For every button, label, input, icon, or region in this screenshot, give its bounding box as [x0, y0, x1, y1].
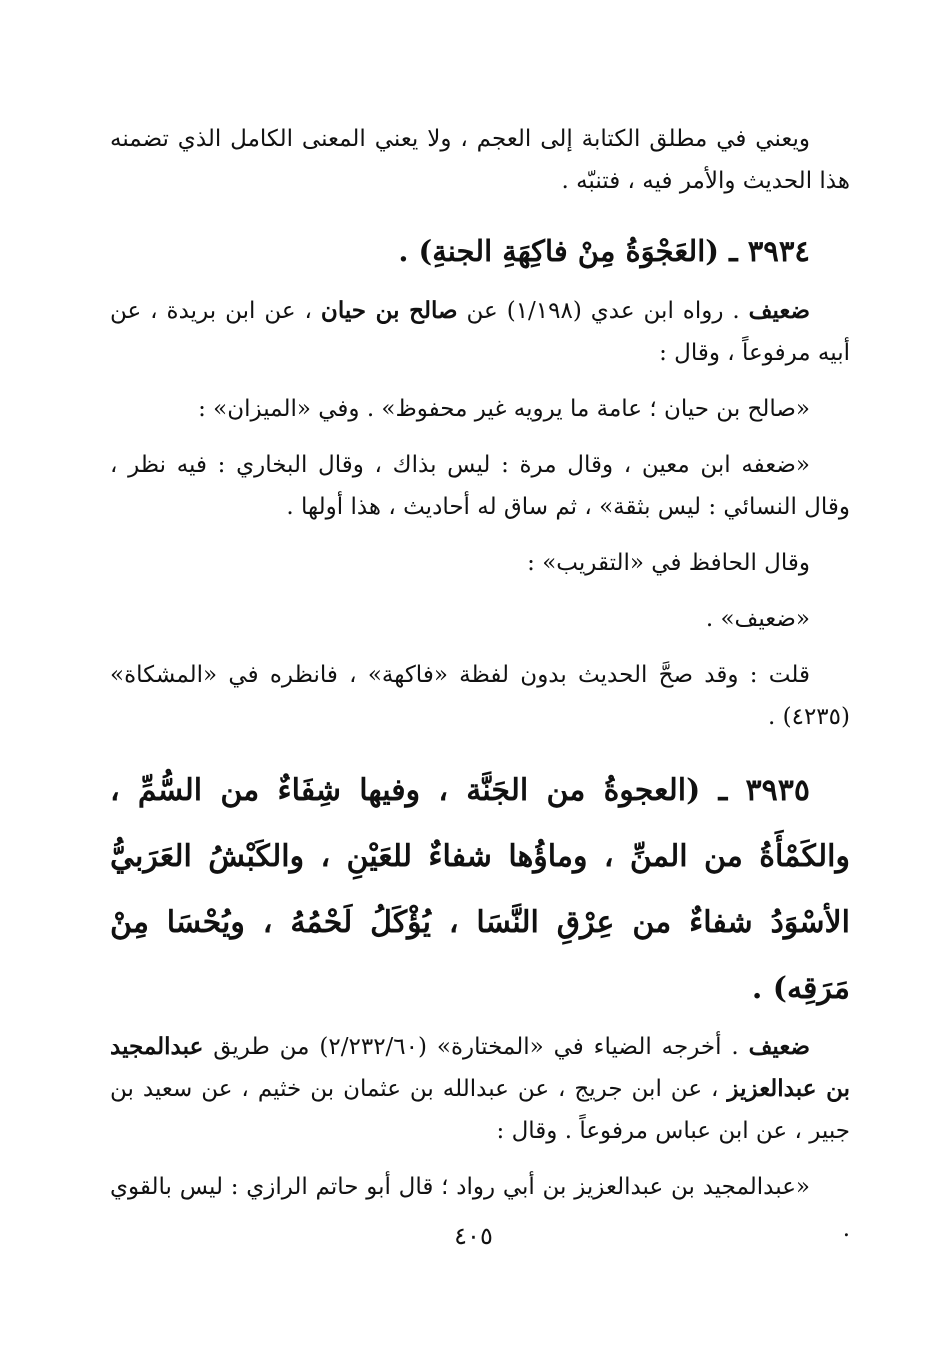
paragraph-taqrib: وقال الحافظ في «التقريب» :	[527, 550, 810, 576]
grading-label: ضعيف	[748, 297, 811, 324]
grading-label: ضعيف	[748, 1033, 810, 1060]
page-number: ٤٠٥	[454, 1222, 493, 1250]
quote-mizan: «صالح بن حيان ؛ عامة ما يرويه غير محفوظ» . وفي «الميزان» :	[198, 396, 810, 422]
paragraph-grading-3935	[110, 1026, 850, 1152]
paragraph-text: ، عن ابن جريج ، عن عبدالله بن عثمان بن خثيم ، عن سعيد بن جبير ، عن ابن عباس مرفوعاً . وقال :	[110, 1076, 850, 1144]
paragraph-note: قلت : وقد صحَّ الحديث بدون لفظة «فاكهة» ، فانظره في «المشكاة» (٤٢٣٥) .	[110, 662, 850, 730]
paragraph-text: ، عن ابن بريدة ، عن أبيه مرفوعاً ، وقال :	[110, 298, 850, 366]
paragraph-grading-3934	[110, 290, 850, 374]
quote-criticism: «ضعفه ابن معين ، وقال مرة : ليس بذاك ، وقال البخاري : فيه نظر ، وقال النسائي : ليس بثقة» ، ثم ساق له أحاديث ، هذا أولها .	[110, 452, 850, 520]
paragraph-text: . رواه ابن عدي (١/١٩٨) عن	[457, 298, 749, 324]
narrator-name: صالح بن حيان	[320, 297, 458, 324]
quote-abdulmajid: «عبدالمجيد بن عبدالعزيز بن أبي رواد ؛ قال أبو حاتم الرازي : ليس بالقوي .	[110, 1174, 850, 1242]
narrator-name: عبدالمجيد بن عبدالعزيز	[110, 1033, 850, 1102]
paragraph-text: . أخرجه الضياء في «المختارة» (٢/٢٣٢/٦٠) من طريق	[203, 1034, 749, 1060]
hadith-heading-3934: ٣٩٣٤ ـ (العَجْوَةُ مِنْ فاكِهَةِ الجنةِ) .	[398, 234, 810, 268]
hadith-heading-3935: ٣٩٣٥ ـ (العجوةُ من الجَنَّة ، وفيها شِفَاءٌ من السُّمِّ ، والكَمْأَةُ من المنِّ ، وماؤُها شفاءٌ للعَيْنِ ، والكَبْشُ العَرَبيُّ الأسْوَدُ شفاءٌ من عِرْقِ النَّسَا ، يُؤْكَلُ لَحْمُهُ ، ويُحْسَا مِنْ مَرَقِه) .	[110, 773, 850, 1006]
page-body	[110, 118, 850, 1250]
quote-daif: «ضعيف» .	[705, 606, 810, 632]
paragraph-intro: ويعني في مطلق الكتابة إلى العجم ، ولا يعني المعنى الكامل الذي تضمنه هذا الحديث والأمر فيه ، فتنبّه .	[110, 126, 850, 194]
